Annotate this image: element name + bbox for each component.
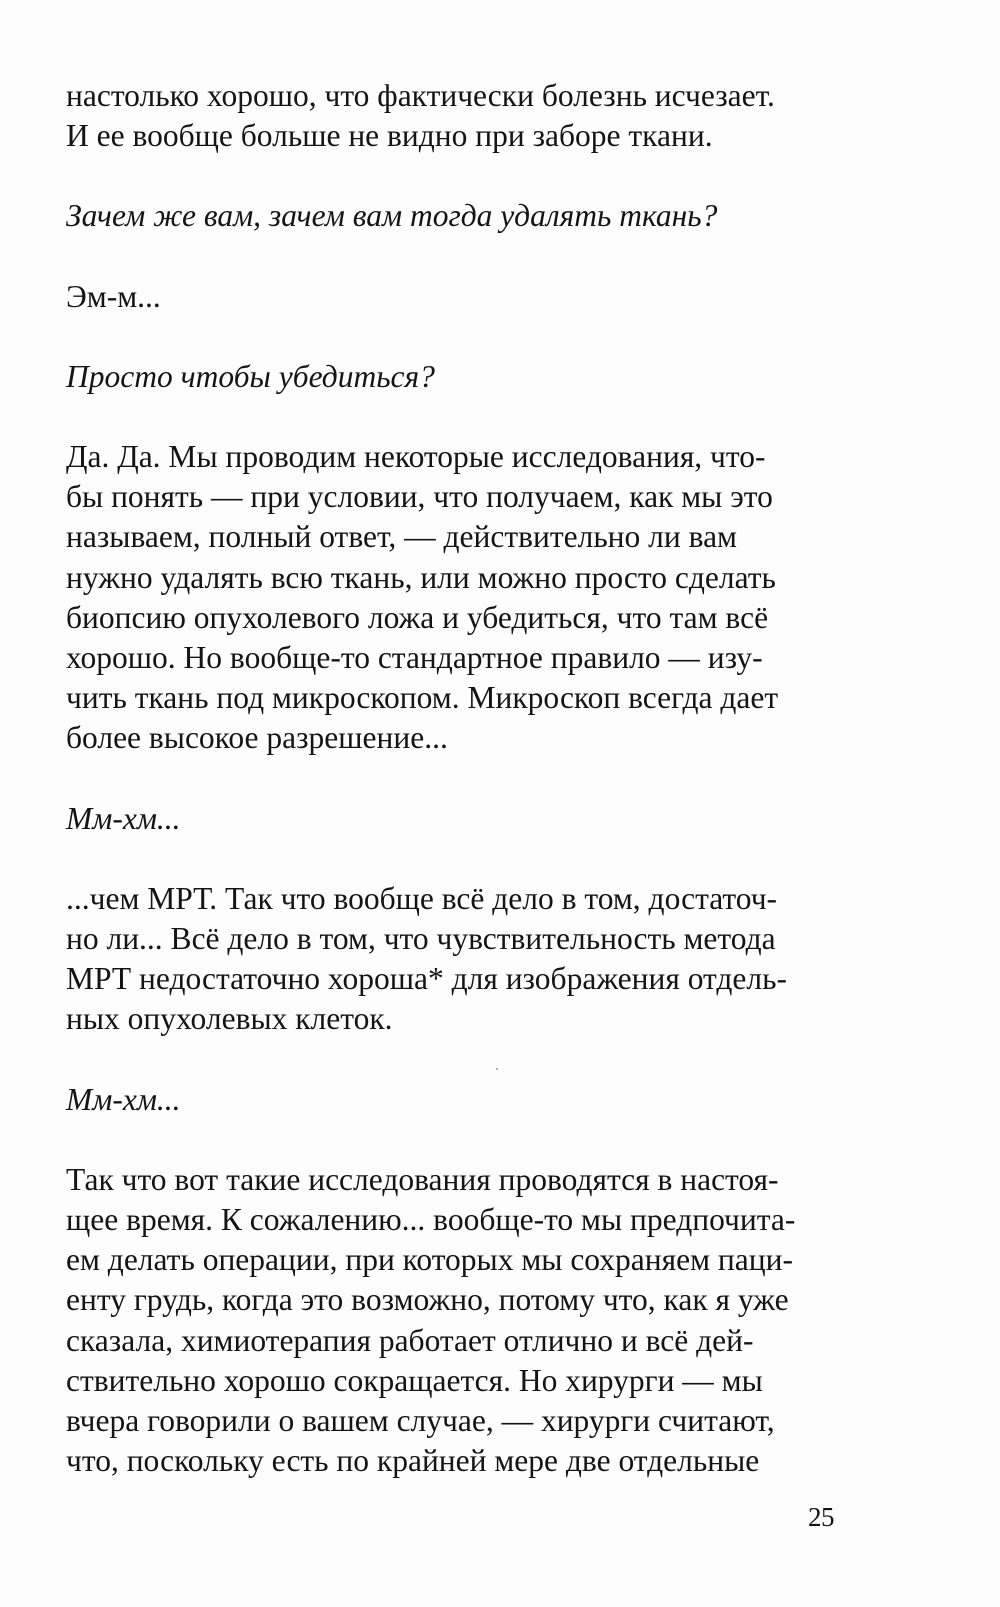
text-line: енту грудь, когда это возможно, потому что, как я уже: [66, 1282, 789, 1318]
text-line: но ли... Всё дело в том, что чувствительность метода: [66, 921, 776, 957]
interviewee-answer: [66, 76, 888, 156]
interviewer-question: [66, 799, 888, 839]
text-line: хорошо. Но вообще-то стандартное правило — изу-: [66, 640, 763, 676]
text-line: И ее вообще больше не видно при заборе ткани.: [66, 118, 713, 154]
interviewee-answer: [66, 1160, 888, 1482]
text-line: Просто чтобы убедиться?: [66, 358, 435, 394]
paragraph-gap: [66, 237, 888, 277]
interviewee-answer: [66, 437, 888, 759]
text-line: ем делать операции, при которых мы сохраняем паци-: [66, 1242, 793, 1278]
text-line: ствительно хорошо сокращается. Но хирурги — мы: [66, 1362, 763, 1398]
text-line: бы понять — при условии, что получаем, как мы это: [66, 479, 773, 515]
interviewee-answer: [66, 879, 888, 1040]
text-line: Мм-хм...: [66, 800, 181, 836]
interviewer-question: [66, 1080, 888, 1120]
text-line: что, поскольку есть по крайней мере две отдельные: [66, 1443, 760, 1479]
paragraph-gap: [66, 839, 888, 879]
interviewee-answer: [66, 277, 888, 317]
paragraph-gap: [66, 1040, 888, 1080]
text-line: Эм-м...: [66, 278, 161, 314]
text-line: Зачем же вам, зачем вам тогда удалять ткань?: [66, 198, 718, 234]
text-line: биопсию опухолевого ложа и убедиться, что там всё: [66, 599, 769, 635]
text-line: вчера говорили о вашем случае, — хирурги считают,: [66, 1403, 775, 1439]
print-speck: [496, 1068, 498, 1070]
text-line: настолько хорошо, что фактически болезнь исчезает.: [66, 78, 775, 113]
text-line: ных опухолевых клеток.: [66, 1001, 393, 1037]
text-line: ...чем МРТ. Так что вообще всё дело в том, достаточ-: [66, 880, 778, 916]
paragraph-gap: [66, 156, 888, 196]
text-line: щее время. К сожалению... вообще-то мы предпочита-: [66, 1202, 796, 1238]
paragraph-gap: [66, 317, 888, 357]
text-line: Мм-хм...: [66, 1081, 181, 1117]
text-column: [66, 76, 888, 1481]
text-line: нужно удалять всю ткань, или можно просто сделать: [66, 559, 776, 595]
interviewer-question: [66, 357, 888, 397]
paragraph-gap: [66, 1120, 888, 1160]
text-line: называем, полный ответ, — действительно ли вам: [66, 519, 737, 555]
paragraph-gap: [66, 397, 888, 437]
text-line: чить ткань под микроскопом. Микроскоп всегда дает: [66, 680, 779, 716]
page-number: 25: [808, 1502, 834, 1532]
interviewer-question: [66, 196, 888, 236]
text-line: МРТ недостаточно хороша* для изображения отдель-: [66, 961, 787, 997]
text-line: сказала, химиотерапия работает отлично и всё дей-: [66, 1322, 754, 1358]
text-line: Да. Да. Мы проводим некоторые исследования, что-: [66, 439, 766, 475]
paragraph-gap: [66, 759, 888, 799]
text-line: более высокое разрешение...: [66, 720, 448, 756]
text-line: Так что вот такие исследования проводятся в настоя-: [66, 1161, 779, 1197]
